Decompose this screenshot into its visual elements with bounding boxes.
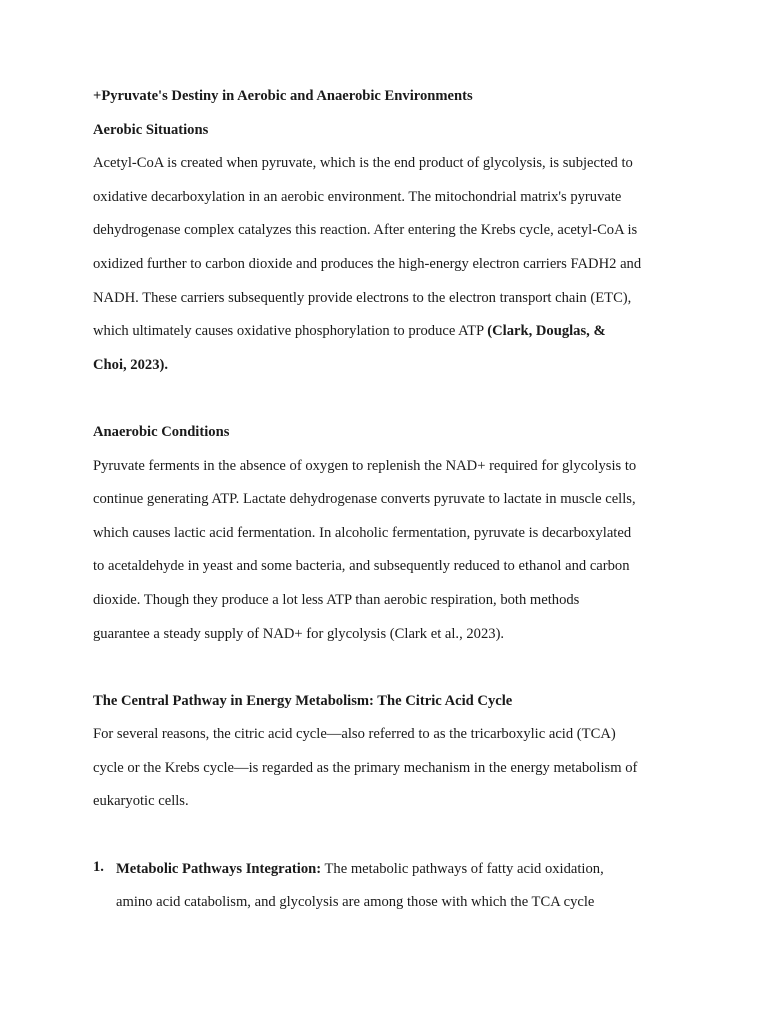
citric-acid-paragraph <box>93 724 683 825</box>
list-item <box>93 859 683 926</box>
list-item-title: Metabolic Pathways Integration: <box>116 860 322 877</box>
spacer <box>93 825 683 859</box>
paragraph-line: continue generating ATP. Lactate dehydrogenase converts pyruvate to lactate in muscle cells, <box>93 491 636 508</box>
list-number: 1. <box>93 858 104 875</box>
paragraph-line: NADH. These carriers subsequently provide electrons to the electron transport chain (ETC), <box>93 289 632 306</box>
aerobic-heading: Aerobic Situations <box>93 121 209 138</box>
paragraph-line: which causes lactic acid fermentation. In alcoholic fermentation, pyruvate is decarboxylated <box>93 524 632 541</box>
paragraph-line: to acetaldehyde in yeast and some bacteria, and subsequently reduced to ethanol and carbon <box>93 558 630 575</box>
document-title: +Pyruvate's Destiny in Aerobic and Anaerobic Environments <box>93 88 473 104</box>
paragraph-line: eukaryotic cells. <box>93 793 189 810</box>
spacer <box>93 388 683 422</box>
paragraph-line: oxidized further to carbon dioxide and produces the high-energy electron carriers FADH2 and <box>93 255 642 272</box>
list-line: amino acid catabolism, and glycolysis are among those with which the TCA cycle <box>116 894 595 911</box>
paragraph-line: guarantee a steady supply of NAD+ for glycolysis (Clark et al., 2023). <box>93 625 505 642</box>
spacer <box>93 657 683 691</box>
paragraph-line: For several reasons, the citric acid cycle—also referred to as the tricarboxylic acid (TCA) <box>93 726 616 743</box>
paragraph-text: which ultimately causes oxidative phosphorylation to produce ATP <box>93 323 488 340</box>
anaerobic-paragraph <box>93 456 683 658</box>
list-item-text: The metabolic pathways of fatty acid oxidation, <box>321 860 604 877</box>
paragraph-line: oxidative decarboxylation in an aerobic environment. The mitochondrial matrix's pyruvate <box>93 188 622 205</box>
aerobic-paragraph <box>93 153 683 388</box>
paragraph-line: Acetyl-CoA is created when pyruvate, which is the end product of glycolysis, is subjected to <box>93 155 633 172</box>
paragraph-line: Pyruvate ferments in the absence of oxygen to replenish the NAD+ required for glycolysis to <box>93 457 637 474</box>
paragraph-line <box>93 321 683 355</box>
citation: (Clark, Douglas, & <box>487 323 606 340</box>
paragraph-line: dehydrogenase complex catalyzes this reaction. After entering the Krebs cycle, acetyl-CoA is <box>93 222 638 239</box>
paragraph-line: dioxide. Though they produce a lot less ATP than aerobic respiration, both methods <box>93 591 580 608</box>
citric-acid-heading: The Central Pathway in Energy Metabolism: The Citric Acid Cycle <box>93 692 513 709</box>
list-line <box>116 859 683 893</box>
paragraph-line: cycle or the Krebs cycle—is regarded as the primary mechanism in the energy metabolism of <box>93 759 638 776</box>
anaerobic-heading: Anaerobic Conditions <box>93 423 230 440</box>
document-page <box>93 86 683 926</box>
citation: Choi, 2023). <box>93 356 168 373</box>
